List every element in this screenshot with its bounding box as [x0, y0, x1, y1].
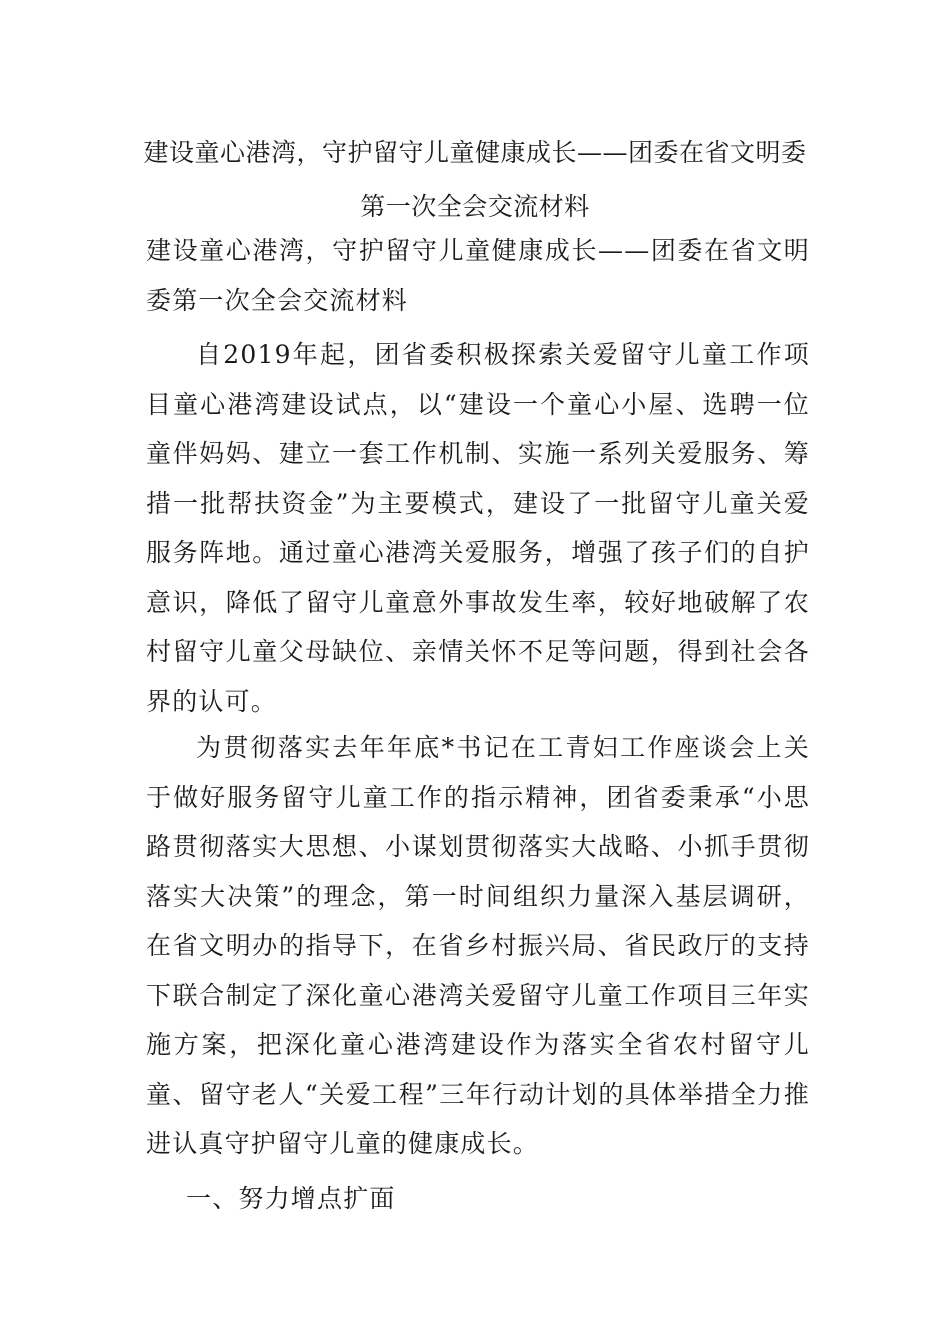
section-heading: 一、努力增点扩面 [186, 1184, 396, 1213]
document-title: 建设童心港湾，守护留守儿童健康成长——团委在省文明委第一次全会交流材料 [143, 138, 807, 221]
document-subtitle: 建设童心港湾，守护留守儿童健康成长——团委在省文明委第一次全会交流材料 [146, 236, 810, 315]
body-paragraph: 为贯彻落实去年年底*书记在工青妇工作座谈会上关于做好服务留守儿童工作的指示精神，团省委秉承“小思路贯彻落实大思想、小谋划贯彻落实大战略、小抓手贯彻落实大决策”的理念，第一时间组织力量深入基层调研，在省文明办的指导下，在省乡村振兴局、省民政厅的支持下联合制定了深化童心港湾关爱留守儿童工作项目三年实施方案，把深化童心港湾建设作为落实全省农村留守儿童、留守老人“关爱工程”三年行动计划的具体举措全力推进认真守护留守儿童的健康成长。 [146, 733, 810, 1158]
body-paragraph: 自2019年起，团省委积极探索关爱留守儿童工作项目童心港湾建设试点，以“建设一个童心小屋、选聘一位童伴妈妈、建立一套工作机制、实施一系列关爱服务、筹措一批帮扶资金”为主要模式，建设了一批留守儿童关爱服务阵地。通过童心港湾关爱服务，增强了孩子们的自护意识，降低了留守儿童意外事故发生率，较好地破解了农村留守儿童父母缺位、亲情关怀不足等问题，得到社会各界的认可。 [146, 340, 810, 716]
